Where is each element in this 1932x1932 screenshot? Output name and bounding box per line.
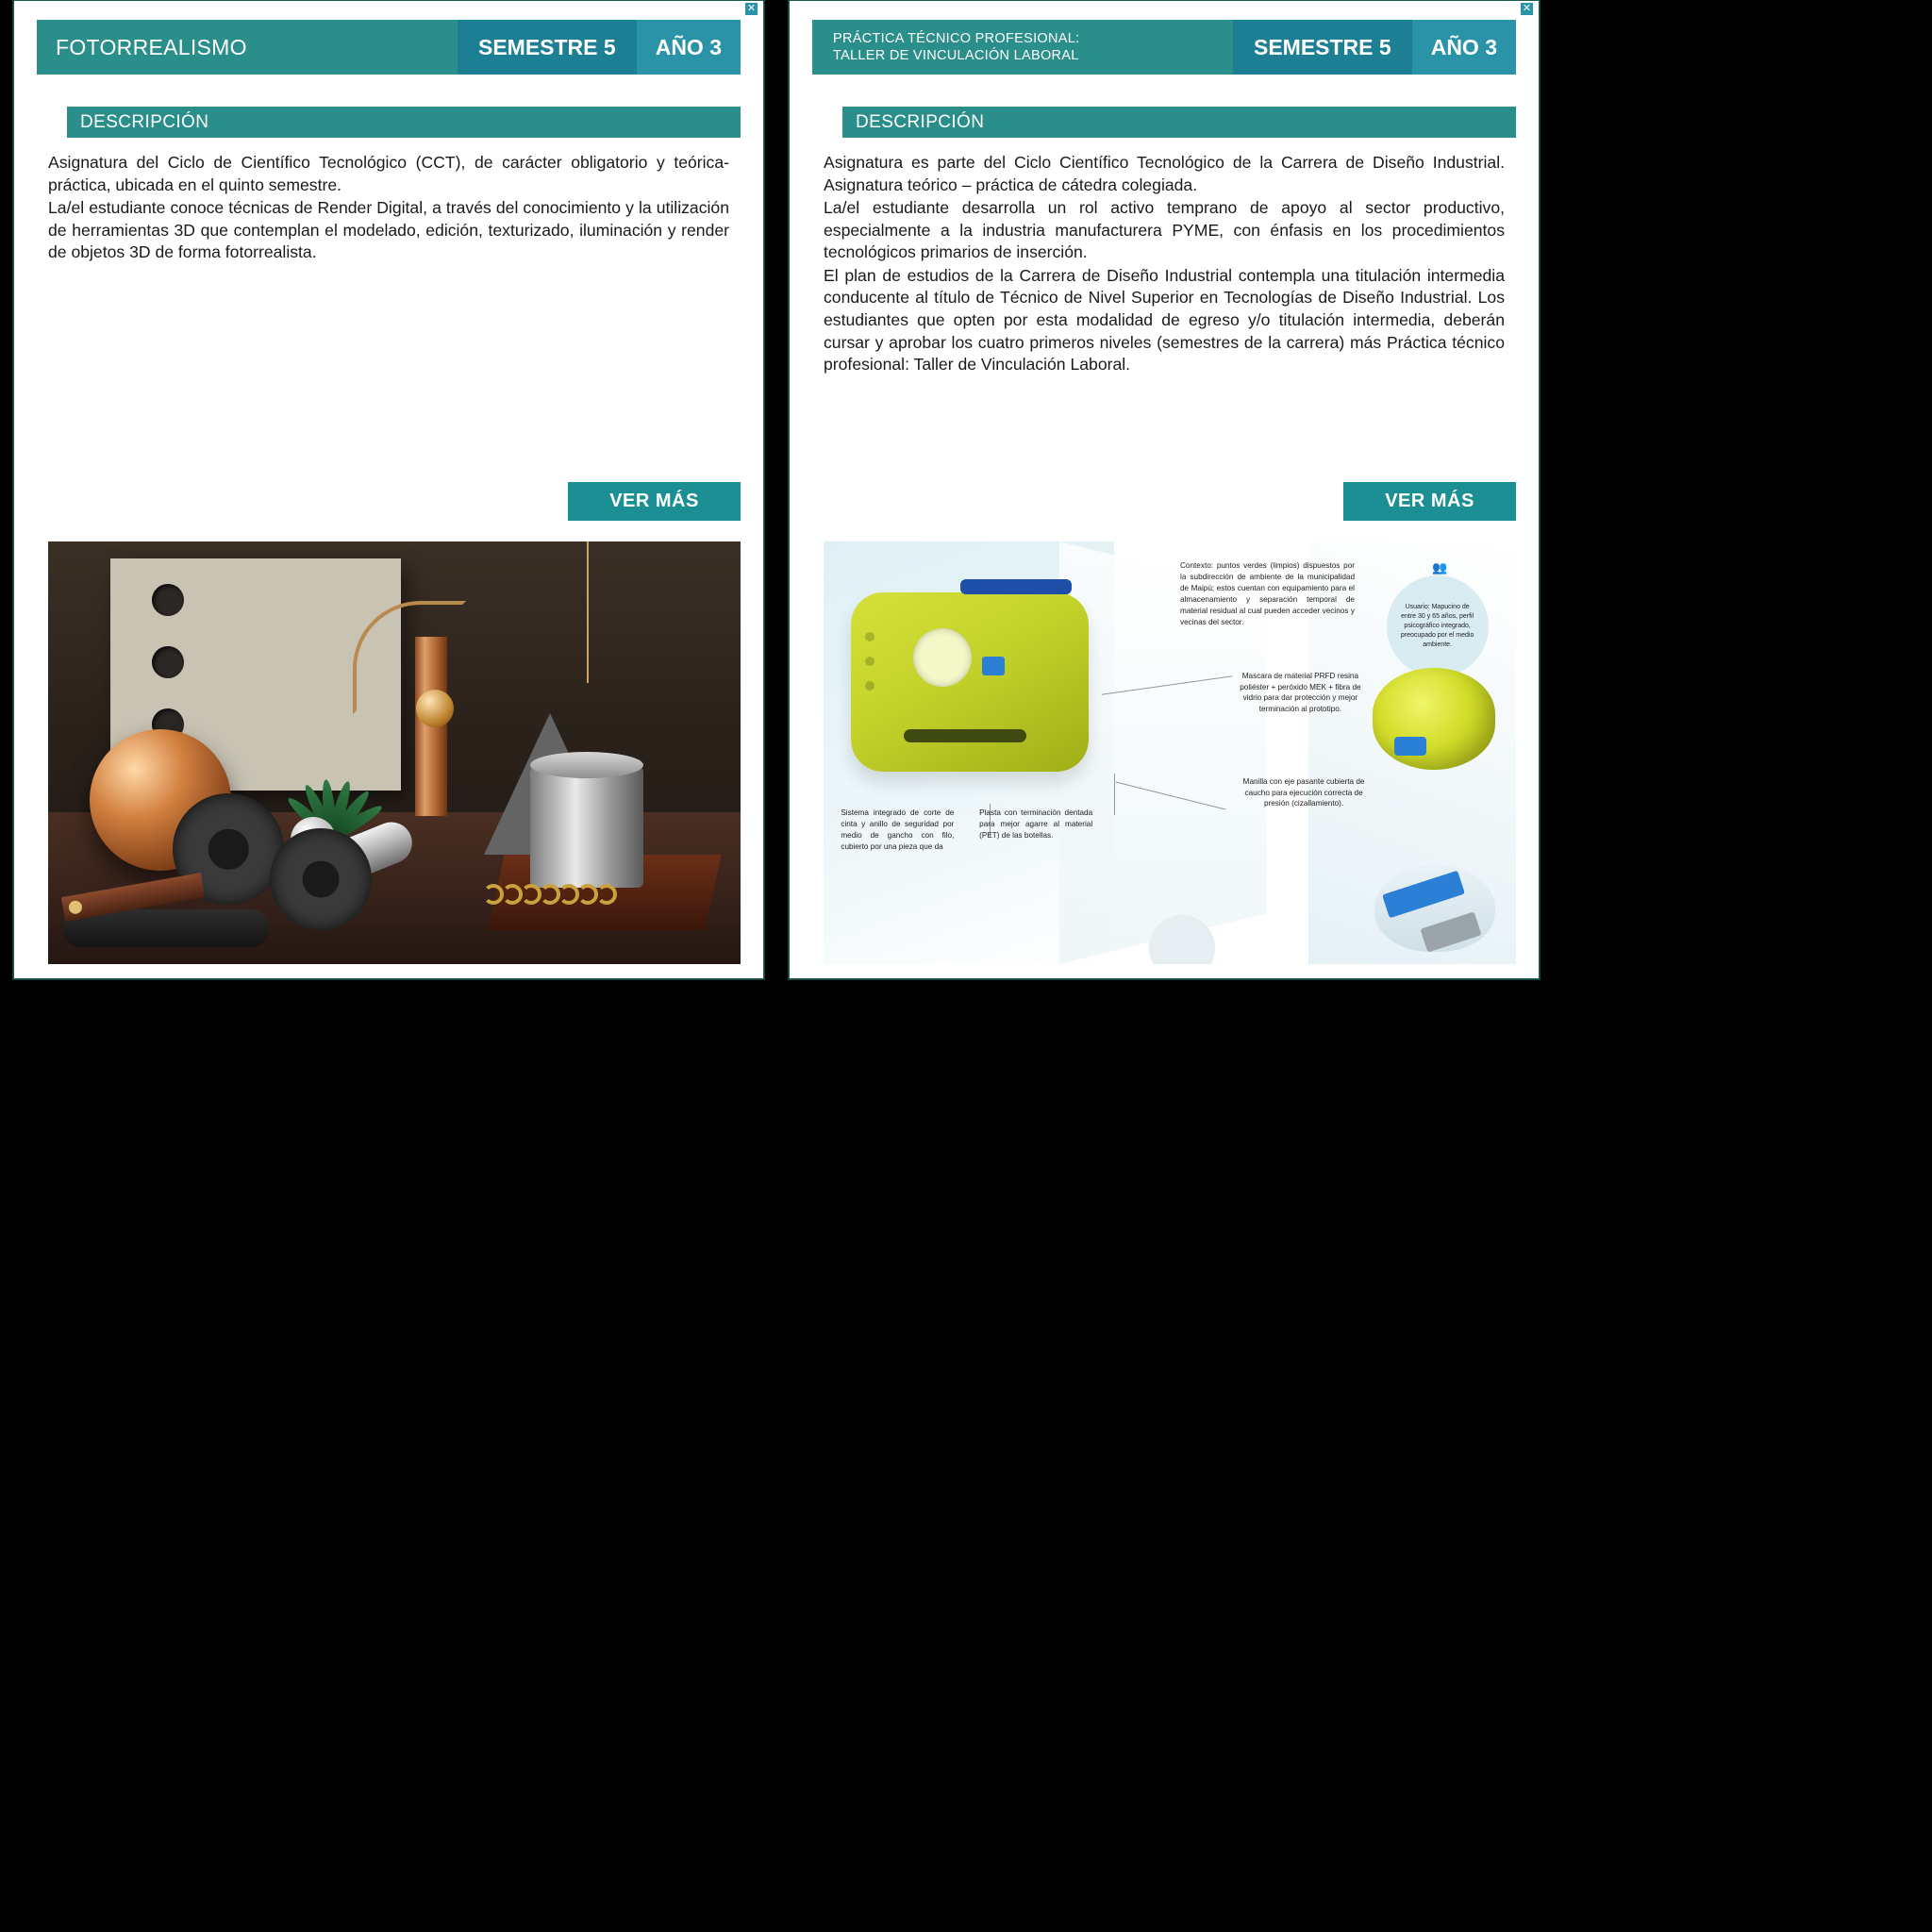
user-profile-text: Usuario: Mapucino de entre 30 y 65 años, perfil psicográfico integrado, preocupado por el medio ambiente. (1400, 604, 1474, 648)
card-inner (790, 1, 1539, 978)
year-badge: AÑO 3 (637, 20, 741, 75)
ver-mas-button[interactable]: VER MÁS (568, 482, 741, 521)
close-icon[interactable]: ✕ (746, 3, 757, 14)
poster-callout: Contexto: puntos verdes (limpios) dispuestos por la subdirección de ambiente de la municipalidad de Maipú; estos cuentan con equipamiento para el almacenamiento y separación temporal de material residual al cual pueden acceder vecinos y vecinas del sector. (1180, 561, 1355, 626)
card-inner (14, 1, 763, 978)
leader-line (1114, 774, 1115, 815)
product-render-device (851, 592, 1089, 772)
card-header (37, 20, 741, 75)
hanging-string (587, 541, 589, 683)
infographic-poster (824, 541, 1516, 964)
leader-line (1101, 676, 1232, 695)
poster-callout: Plasta con terminación dentada para mejor agarre al material (PET) de las botellas. (979, 808, 1093, 841)
description-paragraph: La/el estudiante conoce técnicas de Render Digital, a través del conocimiento y la utilización de herramientas 3D que contemplan el modelado, edición, texturizado, iluminación y render de objetos 3D de forma fotorrealista. (48, 198, 729, 262)
course-description (48, 152, 729, 265)
description-paragraph: La/el estudiante desarrolla un rol activo temprano de apoyo al sector productivo, especialmente a la industria manufacturera PYME, con énfasis en los procedimientos tecnológicos primarios de inserción. (824, 198, 1505, 262)
spiral-coil (483, 884, 504, 905)
detail-photo-mask (1373, 668, 1495, 770)
render-scene (48, 541, 741, 964)
course-card-practica-tecnico-profesional (789, 0, 1540, 979)
users-icon: 👥 (1432, 560, 1447, 575)
course-title-line: TALLER DE VINCULACIÓN LABORAL (833, 48, 1079, 63)
ver-mas-button[interactable]: VER MÁS (1343, 482, 1516, 521)
copper-sphere-small (416, 690, 454, 727)
semester-badge: SEMESTRE 5 (1233, 20, 1412, 75)
close-bar (790, 1, 1539, 14)
section-label-descripcion: DESCRIPCIÓN (67, 107, 741, 138)
course-media-poster (824, 541, 1516, 964)
metal-cylinder-large (530, 765, 643, 888)
course-title-line: PRÁCTICA TÉCNICO PROFESIONAL: (833, 30, 1080, 46)
semester-badge: SEMESTRE 5 (458, 20, 637, 75)
course-media-render (48, 541, 741, 964)
device-window (913, 628, 972, 687)
poster-callout: Mascara de material PRFD resina poliéster + peróxido MEK + fibra de vidrio para dar protección y mejor terminación al prototipo. (1240, 671, 1361, 714)
course-title (812, 20, 1233, 75)
spiral-coil (596, 884, 617, 905)
poster-callout: Manilla con eje pasante cubierta de caucho para ejecución correcta de presión (cizallamiento). (1242, 776, 1365, 808)
close-icon[interactable]: ✕ (1522, 3, 1532, 14)
wall-dot (152, 646, 184, 678)
spiral-coil (502, 884, 523, 905)
course-card-fotorrealismo (13, 0, 764, 979)
spiral-coil (558, 884, 579, 905)
user-profile-bubble (1387, 575, 1489, 677)
leader-line (1116, 781, 1226, 809)
spiral-coil (577, 884, 598, 905)
spiral-coil (521, 884, 541, 905)
device-handle (960, 579, 1072, 594)
spiral-coil (540, 884, 560, 905)
device-vents (865, 632, 874, 641)
course-description (824, 152, 1505, 377)
description-paragraph: Asignatura del Ciclo de Científico Tecnológico (CCT), de carácter obligatorio y teórica-práctica, ubicada en el quinto semestre. (48, 153, 729, 194)
close-bar (14, 1, 763, 14)
device-slot (904, 729, 1026, 742)
section-label-descripcion: DESCRIPCIÓN (842, 107, 1516, 138)
brass-spiral (483, 876, 643, 905)
year-badge: AÑO 3 (1412, 20, 1516, 75)
card-header (812, 20, 1516, 75)
course-title: FOTORREALISMO (37, 20, 458, 75)
device-button (982, 657, 1005, 675)
poster-callout: Sistema integrado de corte de cinta y anillo de seguridad por medio de gancho con filo, cubierto por una pieza que da (841, 808, 955, 851)
wall-dot (152, 584, 184, 616)
detail-photo-blade (1374, 865, 1495, 952)
stone-ring (270, 828, 372, 930)
description-paragraph: Asignatura es parte del Ciclo Científico Tecnológico de la Carrera de Diseño Industrial. Asignatura teórico – práctica de cátedra colegiada. (824, 153, 1505, 194)
description-paragraph: El plan de estudios de la Carrera de Diseño Industrial contempla una titulación intermedia conducente al título de Técnico de Nivel Superior en Tecnologías de Diseño Industrial. Los estudiantes que opten por esta modalidad de egreso y/o titulación intermedia, deberán cursar y aprobar los cuatro primeros niveles (semestres de la carrera) más Práctica técnico profesional: Taller de Vinculación Laboral. (824, 265, 1505, 375)
